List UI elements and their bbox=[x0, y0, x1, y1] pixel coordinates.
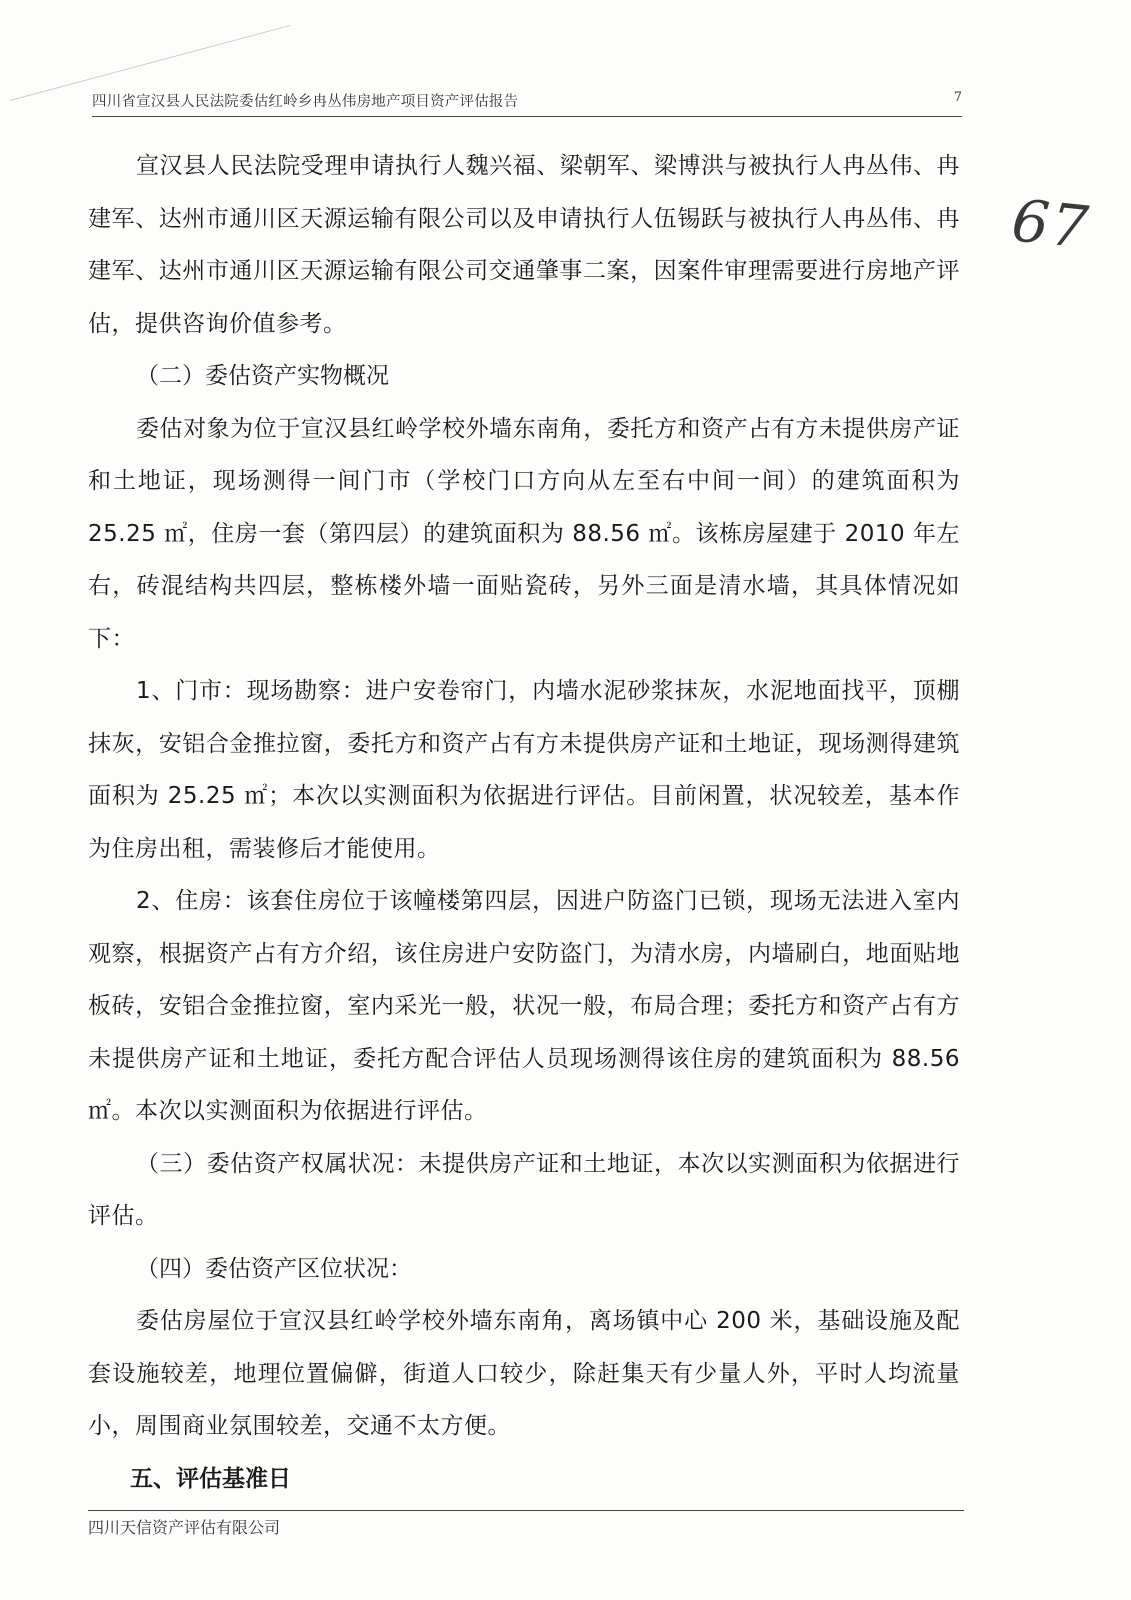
paragraph-physical-overview: 委估对象为位于宣汉县红岭学校外墙东南角，委托方和资产占有方未提供房产证和土地证，现场测得一间门市（学校门口方向从左至右中间一间）的建筑面积为 25.25 ㎡，住房一套（第四层）的建筑面积为 88.56 ㎡。该栋房屋建于 2010 年左右，砖混结构共四层，整栋楼外墙一面贴瓷砖，另外三面是清水墙，其具体情况如下： bbox=[88, 415, 960, 652]
section-heading-location: （四）委估资产区位状况： bbox=[136, 1255, 412, 1282]
section-heading-physical-overview: （二）委估资产实物概况 bbox=[136, 363, 389, 389]
body-text bbox=[88, 140, 960, 1505]
paragraph-residence: 2、住房：该套住房位于该幢楼第四层，因进户防盗门已锁，现场无法进入室内观察，根据资产占有方介绍，该住房进户安防盗门，为清水房，内墙刷白，地面贴地板砖，安铝合金推拉窗，室内采光一般，状况一般，布局合理；委托方和资产占有方未提供房产证和土地证，委托方配合评估人员现场测得该住房的建筑面积为 88.56 ㎡。本次以实测面积为依据进行评估。 bbox=[88, 888, 960, 1124]
paragraph-ownership-status: （三）委估资产权属状况：未提供房产证和土地证，本次以实测面积为依据进行评估。 bbox=[88, 1150, 960, 1229]
header-title: 四川省宣汉县人民法院委估红岭乡冉丛伟房地产项目资产评估报告 bbox=[92, 94, 519, 110]
paragraph-shopfront: 1、门市：现场勘察：进户安卷帘门，内墙水泥砂浆抹灰，水泥地面找平，顶棚抹灰，安铝合金推拉窗，委托方和资产占有方未提供房产证和土地证，现场测得建筑面积为 25.25 ㎡；本次以实测面积为依据进行评估。目前闲置，状况较差，基本作为住房出租，需装修后才能使用。 bbox=[88, 678, 960, 862]
running-footer bbox=[88, 1510, 964, 1538]
page-number: 7 bbox=[953, 90, 962, 105]
paragraph-location: 委估房屋位于宣汉县红岭学校外墙东南角，离场镇中心 200 米，基础设施及配套设施较差，地理位置偏僻，街道人口较少，除赶集天有少量人外，平时人均流量小，周围商业氛围较差，交通不太方便。 bbox=[88, 1308, 960, 1439]
footer-company: 四川天信资产评估有限公司 bbox=[88, 1518, 281, 1537]
paragraph-case-background: 宣汉县人民法院受理申请执行人魏兴福、梁朝军、梁博洪与被执行人冉丛伟、冉建军、达州市通川区天源运输有限公司以及申请执行人伍锡跃与被执行人冉丛伟、冉建军、达州市通川区天源运输有限公司交通肇事二案，因案件审理需要进行房地产评估，提供咨询价值参考。 bbox=[88, 153, 960, 337]
section-heading-valuation-date: 五、评估基准日 bbox=[130, 1465, 291, 1492]
handwritten-page-mark: 67 bbox=[1008, 186, 1094, 262]
running-header bbox=[92, 90, 962, 117]
